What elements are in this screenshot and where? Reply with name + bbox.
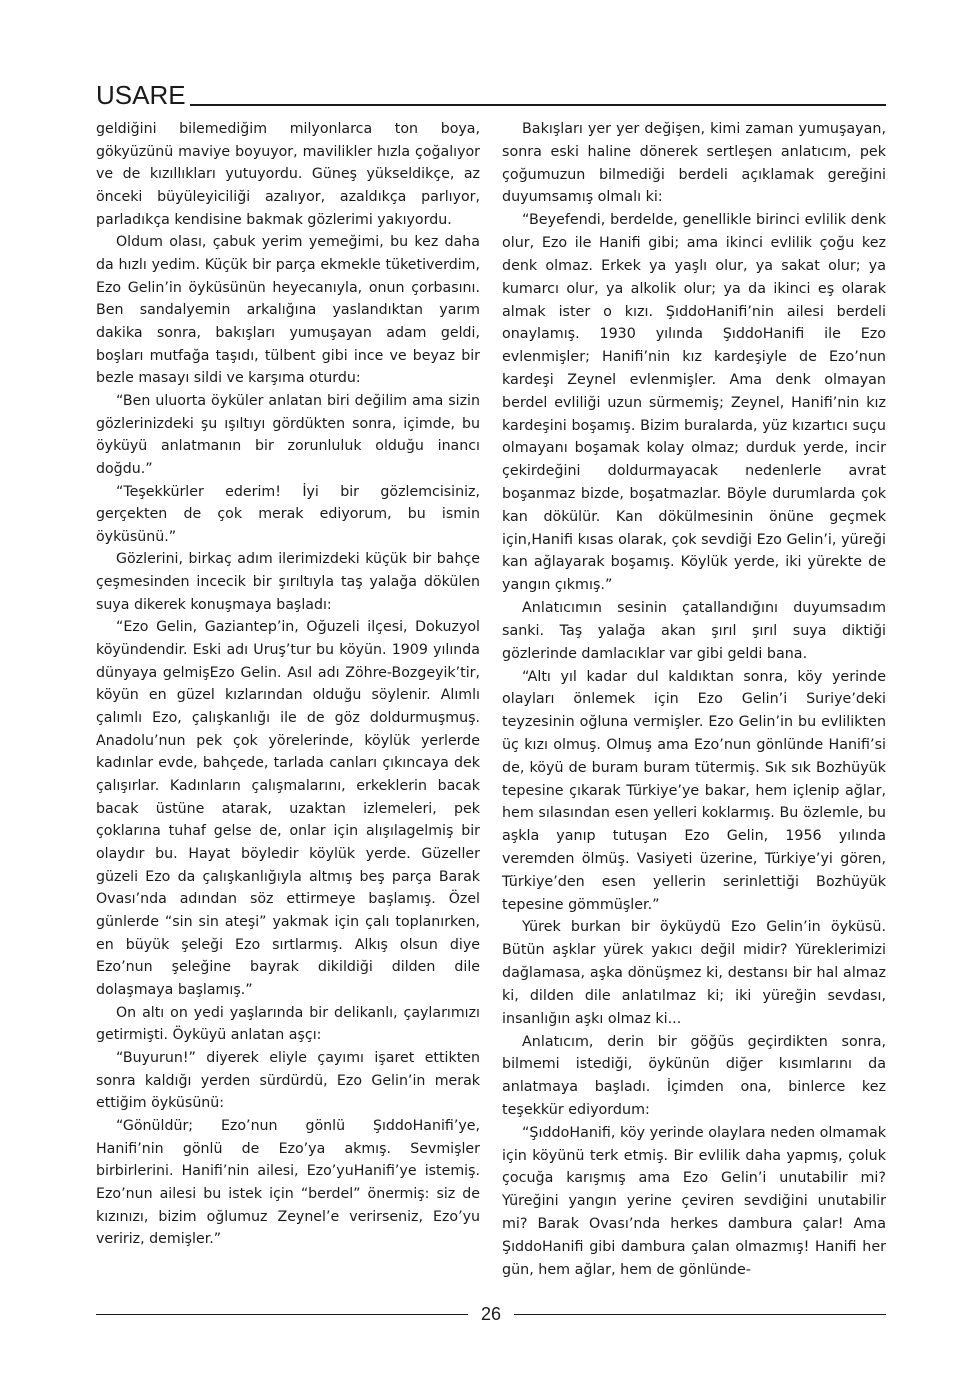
paragraph: “Ezo Gelin, Gaziantep’in, Oğuzeli ilçesi, Dokuzyol köyündendir. Eski adı Uruş’tur bu köyün. 1909 yılında dünyaya gelmişEzo Gelin. Asıl adı Zöhre-Bozgeyik’tir, köyün en güzel kızlarından olduğu söylenir. Alımlı çalımlı Ezo, çalışkanlığı ile de göz doldurmuşmuş. Anadolu’nun pek çok yörelerinde, köylük yerlerde kadınlar evde, bahçede, tarlada canları çıkıncaya dek çalışırlar. Kadınların çalışmalarını, erkeklerin bacak bacak üstüne atarak, uzaktan izlemeleri, pek çoklarına tuhaf gelse de, onlar için alışılagelmiş bir olaydır bu. Hayat böyledir köylük yerde. Güzeller güzeli Ezo da çalışkanlığıyla altmış beş parça Barak Ovası’nda adından söz ettirmeye başlamış. Özel günlerde “sin sin ateşi” yakmak için çalı toplanırken, en büyük şeleği Ezo sırtlarmış. Alkış olsun diye Ezo’nun şeleğine bayrak dikildiği dilden dile dolaşmaya başlamış.” [96, 619, 480, 998]
right-column [502, 118, 886, 1281]
page-footer [96, 1300, 886, 1328]
paragraph: “Buyurun!” diyerek eliyle çayımı işaret ettikten sonra kaldığı yerden sürdürdü, Ezo Gelin’in merak ettiğim öyküsünü: [96, 1049, 480, 1112]
paragraph: Anlatıcımın sesinin çatallandığını duyumsadım sanki. Taş yalağa akan şırıl şırıl suya diktiği gözlerinde damlacıklar var gibi geldi bana. [502, 600, 886, 662]
paragraph: “Ben uluorta öyküler anlatan biri değilim ama sizin gözlerinizdeki şu ışıltıyı gördükten sonra, içimde, bu öyküyü anlatmanın bir zorunluluk olduğu inancı doğdu.” [96, 392, 480, 477]
footer-rule-left [96, 1314, 468, 1315]
magazine-title: USARE [96, 80, 186, 110]
paragraph: “Beyefendi, berdelde, genellikle birinci evlilik denk olur, Ezo ile Hanifi gibi; ama ikinci evlilik çoğu kez denk olmaz. Erkek ya yaşlı olur, ya sakat olur; ya kumarcı olur, ya alkolik olur; ya da ikinci eş olarak almak ister o kızı. ŞıddoHanifi’nin ailesi berdeli onaylamış. 1930 yılında ŞıddoHanifi ile Ezo evlenmişler; Hanifi’nin kız kardeşiyle de Ezo’nun kardeşi Zeynel evlenmişler. Ama denk olmayan berdel evliliği uzun sürmemiş; Zeynel, Hanifi’nin kız kardeşini boşamış. Bizim buralarda, yüz kızartıcı suçu olmayanı boşamak kolay olmaz; durduk yerde, incir çekirdeğini doldurmayacak nedenlerle avrat boşanmaz bizde, boşatmazlar. Böyle durumlarda çok kan dökülür. Kan dökülmesinin önüne geçmek için,Hanifi kısas olarak, çok sevdiği Ezo Gelin’i, yüreği kan ağlayarak boşamış. Köylük yerde, iki yürekte de yangın çıkmış.” [502, 212, 886, 594]
page-number: 26 [480, 1304, 502, 1324]
paragraph: Oldum olası, çabuk yerim yemeğimi, bu kez daha da hızlı yedim. Küçük bir parça ekmekle tüketiverdim, Ezo Gelin’in öyküsünün heyecanıyla, onun çorbasını. Ben sandalyemin arkalığına yaslandıktan yarım dakika sonra, bakışları yumuşayan adam geldi, boşları mutfağa taşıdı, tülbent gibi ince ve beyaz bir bezle masayı sildi ve karşıma oturdu: [96, 234, 480, 387]
paragraph: “Teşekkürler ederim! İyi bir gözlemcisiniz, gerçekten de çok merak ediyorum, bu ismin öyküsünü.” [96, 483, 480, 545]
running-header [96, 80, 886, 110]
paragraph: Yürek burkan bir öyküydü Ezo Gelin’in öyküsü. Bütün aşklar yürek yakıcı değil midir? Yüreklerimizi dağlamasa, aşka dönüşmez ki, destansı bir hal almaz ki, dilden dile anlatılmaz ki; iki yüreğin sevdası, insanlığın aşkı olmaz ki... [502, 919, 886, 1027]
header-rule [190, 104, 886, 106]
paragraph: Gözlerini, birkaç adım ilerimizdeki küçük bir bahçe çeşmesinden incecik bir şırıltıyla taş yalağa dökülen suya dikerek konuşmaya başladı: [96, 551, 480, 613]
paragraph: “Altı yıl kadar dul kaldıktan sonra, köy yerinde olayları önlemek için Ezo Gelin’i Suriye’deki teyzesinin oğluna vermişler. Ezo Gelin’in bu evlilikten üç kızı olmuş. Olmuş ama Ezo’nun gönlünde Hanifi’si de, köyü de buram buram tütermiş. Sık sık Bozhüyük tepesine çıkarak Türkiye’ye bakar, hem içlenip ağlar, hem sılasından esen yelleri koklarmış. Bu özlemle, bu aşkla yanıp tutuşan Ezo Gelin, 1956 yılında veremden ölmüş. Vasiyeti üzerine, Türkiye’yi gören, Türkiye’den esen yellerin serinlettiği Bozhüyük tepesine gömmüşler.” [502, 668, 886, 913]
left-column [96, 118, 480, 1251]
footer-rule-right [514, 1314, 886, 1315]
paragraph: Anlatıcım, derin bir göğüs geçirdikten sonra, bilmemi istediği, öykünün diğer kısımlarını da anlatmaya başladı. İçimden ona, binlerce kez teşekkür ediyordum: [502, 1033, 886, 1118]
paragraph: “Gönüldür; Ezo’nun gönlü ŞıddoHanifi’ye, Hanifi’nin gönlü de Ezo’ya akmış. Sevmişler birbirlerini. Hanifi’nin ailesi, Ezo’yuHanifi’ye istemiş. Ezo’nun ailesi bu istek için “berdel” önermiş: siz de kızınızı, bizim oğlumuz Zeynel’e verirseniz, Ezo’yu veririz, demişler.” [96, 1117, 480, 1248]
paragraph: “ŞıddoHanifi, köy yerinde olaylara neden olmamak için köyünü terk etmiş. Bir evlilik daha yapmış, çoluk çocuğa karışmış ama Ezo Gelin’i unutabilir mi? Yüreğini yangın yerine çeviren sevdiğini unutabilir mi? Barak Ovası’nda herkes dambura çalar! Ama ŞıddoHanifi gibi dambura çalan olmazmış! Hanifi her gün, hem ağlar, hem de gönlünde- [502, 1124, 886, 1278]
paragraph: On altı on yedi yaşlarında bir delikanlı, çaylarımızı getirmişti. Öyküyü anlatan aşçı: [96, 1004, 480, 1044]
paragraph: Bakışları yer yer değişen, kimi zaman yumuşayan, sonra eski haline dönerek sertleşen anlatıcım, pek çoğumuzun bilmediği berdeli açıklamak gereğini duyumsamış olmalı ki: [502, 121, 886, 206]
paragraph: geldiğini bilemediğim milyonlarca ton boya, gökyüzünü maviye boyuyor, mavilikler hızla çoğalıyor ve de kızıllıkları yutuyordu. Güneş yükseldikçe, az önceki büyüleyiciliği azalıyor, azaldıkça parlıyor, parladıkça kendisine bakmak gözlerimi yakıyordu. [96, 121, 480, 228]
